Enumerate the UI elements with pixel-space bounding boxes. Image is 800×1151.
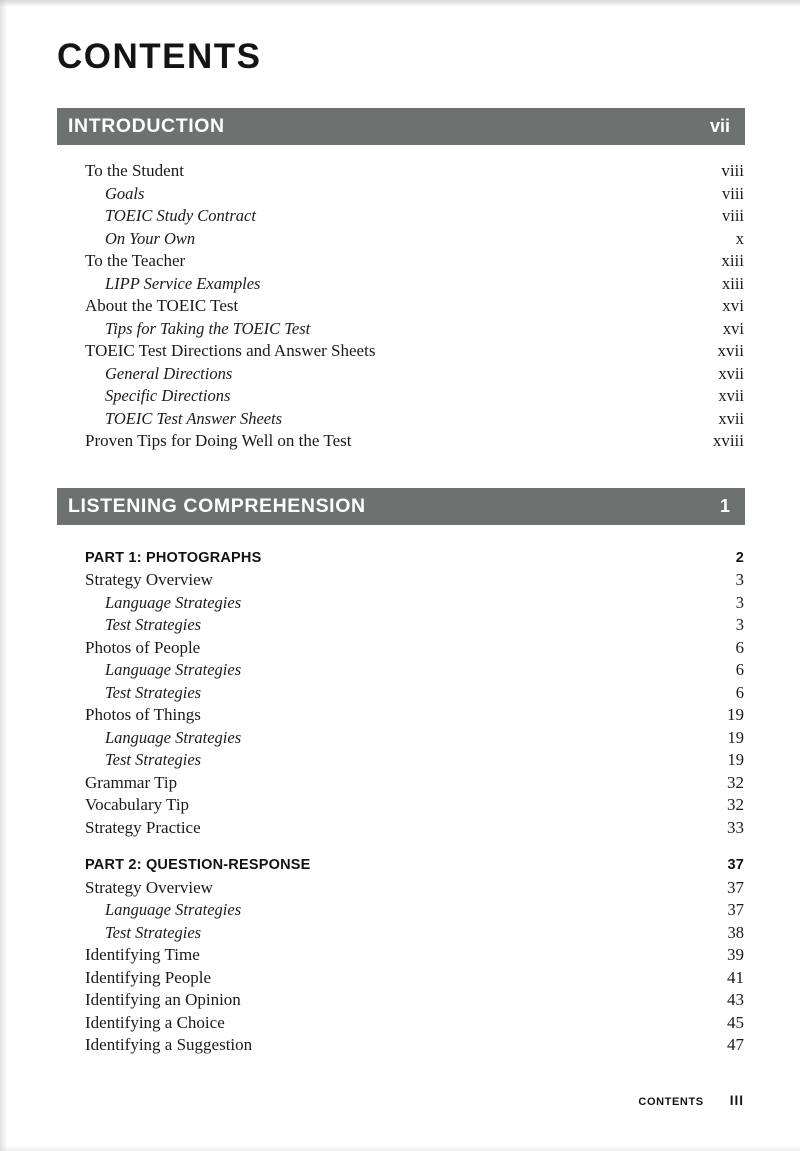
toc-entry	[57, 228, 745, 251]
page-title: CONTENTS	[57, 37, 262, 76]
toc-entry	[57, 794, 745, 817]
entry-page-number: 39	[727, 945, 744, 964]
entry-page-number: xiii	[721, 273, 744, 293]
entry-page-number: 45	[727, 1012, 744, 1032]
toc-entry	[57, 273, 745, 296]
toc-entry	[57, 922, 745, 945]
toc-entry	[57, 430, 745, 453]
entry-label: PART 1: PHOTOGRAPHS	[85, 549, 262, 566]
toc-entry	[57, 817, 745, 840]
entry-page-number: 38	[727, 922, 744, 942]
entry-page-number: viii	[721, 161, 744, 180]
scan-edge-bottom	[0, 1146, 800, 1151]
entry-page-number: 37	[727, 877, 744, 897]
entry-label: To the Teacher	[85, 251, 186, 270]
entry-label: Test Strategies	[105, 682, 202, 702]
entry-label: PART 2: QUESTION-RESPONSE	[85, 857, 311, 873]
entry-label: Vocabulary Tip	[85, 795, 190, 814]
entry-label: Identifying an Opinion	[85, 990, 241, 1009]
entry-label: About the TOEIC Test	[85, 296, 239, 315]
toc-entry	[57, 749, 745, 772]
entry-page-number: 47	[727, 1035, 744, 1054]
entry-label: TOEIC Study Contract	[105, 206, 256, 225]
toc-entry	[57, 637, 745, 660]
entry-page-number: 2	[735, 549, 744, 566]
entry-label: Goals	[105, 183, 145, 203]
toc-entry	[57, 205, 745, 228]
entry-label: Identifying Time	[85, 945, 200, 964]
toc-entry	[57, 704, 745, 727]
entry-label: Tips for Taking the TOEIC Test	[105, 318, 311, 338]
toc-entry	[57, 614, 745, 637]
footer-running-head: CONTENTS	[638, 1096, 704, 1108]
toc-section	[57, 488, 745, 1057]
entry-page-number: 37	[727, 857, 744, 873]
entry-label: Identifying a Choice	[85, 1012, 225, 1032]
entry-page-number: viii	[721, 183, 744, 203]
section-page-number: 1	[719, 495, 730, 516]
toc-entry	[57, 1012, 745, 1035]
toc-entry	[57, 899, 745, 922]
toc-entry	[57, 295, 745, 318]
entry-label: Language Strategies	[105, 660, 242, 679]
entry-page-number: 3	[735, 592, 744, 612]
toc-entry	[57, 569, 745, 592]
entry-label: TOEIC Test Answer Sheets	[105, 408, 283, 428]
entry-page-number: 41	[727, 967, 744, 987]
entry-page-number: xvii	[718, 386, 744, 405]
entry-page-number: xvi	[722, 318, 744, 338]
footer-page-number: III	[729, 1093, 744, 1108]
entry-list	[57, 547, 745, 1057]
entry-label: Strategy Practice	[85, 817, 201, 837]
entry-label: Language Strategies	[105, 592, 242, 612]
entry-label: Proven Tips for Doing Well on the Test	[85, 431, 352, 450]
entry-page-number: xvi	[722, 296, 744, 315]
entry-label: Grammar Tip	[85, 772, 178, 792]
entry-label: Strategy Overview	[85, 570, 213, 589]
toc-sections	[57, 108, 745, 1057]
scan-edge-left	[0, 0, 7, 1151]
entry-page-number: 3	[735, 615, 744, 634]
toc-entry	[57, 408, 745, 431]
scan-edge-top	[0, 0, 800, 7]
entry-page-number: 19	[727, 705, 744, 724]
entry-page-number: 6	[735, 637, 744, 657]
entry-label: Identifying a Suggestion	[85, 1035, 253, 1054]
entry-label: Specific Directions	[105, 386, 231, 405]
toc-entry	[57, 989, 745, 1012]
toc-entry	[57, 854, 745, 877]
entry-page-number: 6	[735, 660, 744, 679]
section-page-number: vii	[709, 116, 730, 136]
section-title: LISTENING COMPREHENSION	[68, 494, 366, 517]
toc-entry	[57, 772, 745, 795]
toc-entry	[57, 877, 745, 900]
entry-label: Photos of People	[85, 637, 201, 657]
toc-entry	[57, 385, 745, 408]
entry-label: General Directions	[105, 363, 233, 383]
toc-entry	[57, 944, 745, 967]
entry-page-number: 43	[727, 990, 744, 1009]
entry-label: Language Strategies	[105, 727, 242, 747]
entry-label: Photos of Things	[85, 705, 201, 724]
entry-page-number: xvii	[718, 363, 744, 383]
toc-entry	[57, 340, 745, 363]
toc-entry	[57, 1034, 745, 1057]
entry-label: Language Strategies	[105, 900, 242, 919]
toc-entry	[57, 160, 745, 183]
page-footer	[638, 1093, 744, 1108]
entry-page-number: xvii	[718, 408, 744, 428]
entry-page-number: 32	[727, 795, 744, 814]
entry-page-number: xiii	[721, 251, 744, 270]
toc-entry	[57, 183, 745, 206]
entry-page-number: 19	[727, 750, 744, 769]
toc-section	[57, 108, 745, 453]
entry-page-number: 37	[727, 900, 744, 919]
entry-label: Strategy Overview	[85, 877, 213, 897]
entry-list	[57, 160, 745, 453]
entry-label: Test Strategies	[105, 922, 202, 942]
entry-page-number: 6	[735, 682, 744, 702]
entry-page-number: 32	[727, 772, 744, 792]
toc-entry	[57, 592, 745, 615]
entry-label: On Your Own	[105, 228, 196, 248]
entry-label: TOEIC Test Directions and Answer Sheets	[85, 341, 376, 360]
toc-entry	[57, 727, 745, 750]
entry-label: Identifying People	[85, 967, 212, 987]
entry-label: LIPP Service Examples	[105, 273, 261, 293]
entry-label: Test Strategies	[105, 750, 202, 769]
section-title: INTRODUCTION	[68, 115, 225, 137]
section-header-bar	[57, 488, 745, 525]
entry-page-number: 33	[727, 817, 744, 837]
section-header-bar	[57, 108, 745, 145]
toc-entry	[57, 250, 745, 273]
entry-page-number: 3	[735, 570, 744, 589]
toc-entry	[57, 967, 745, 990]
entry-page-number: 19	[727, 727, 744, 747]
toc-entry	[57, 547, 745, 570]
toc-entry	[57, 682, 745, 705]
toc-entry	[57, 659, 745, 682]
entry-page-number: viii	[721, 206, 744, 225]
toc-entry	[57, 318, 745, 341]
toc-entry	[57, 363, 745, 386]
entry-page-number: xviii	[712, 431, 744, 450]
entry-label: Test Strategies	[105, 615, 202, 634]
entry-page-number: x	[735, 228, 744, 248]
entry-page-number: xvii	[717, 341, 744, 360]
entry-label: To the Student	[85, 161, 184, 180]
